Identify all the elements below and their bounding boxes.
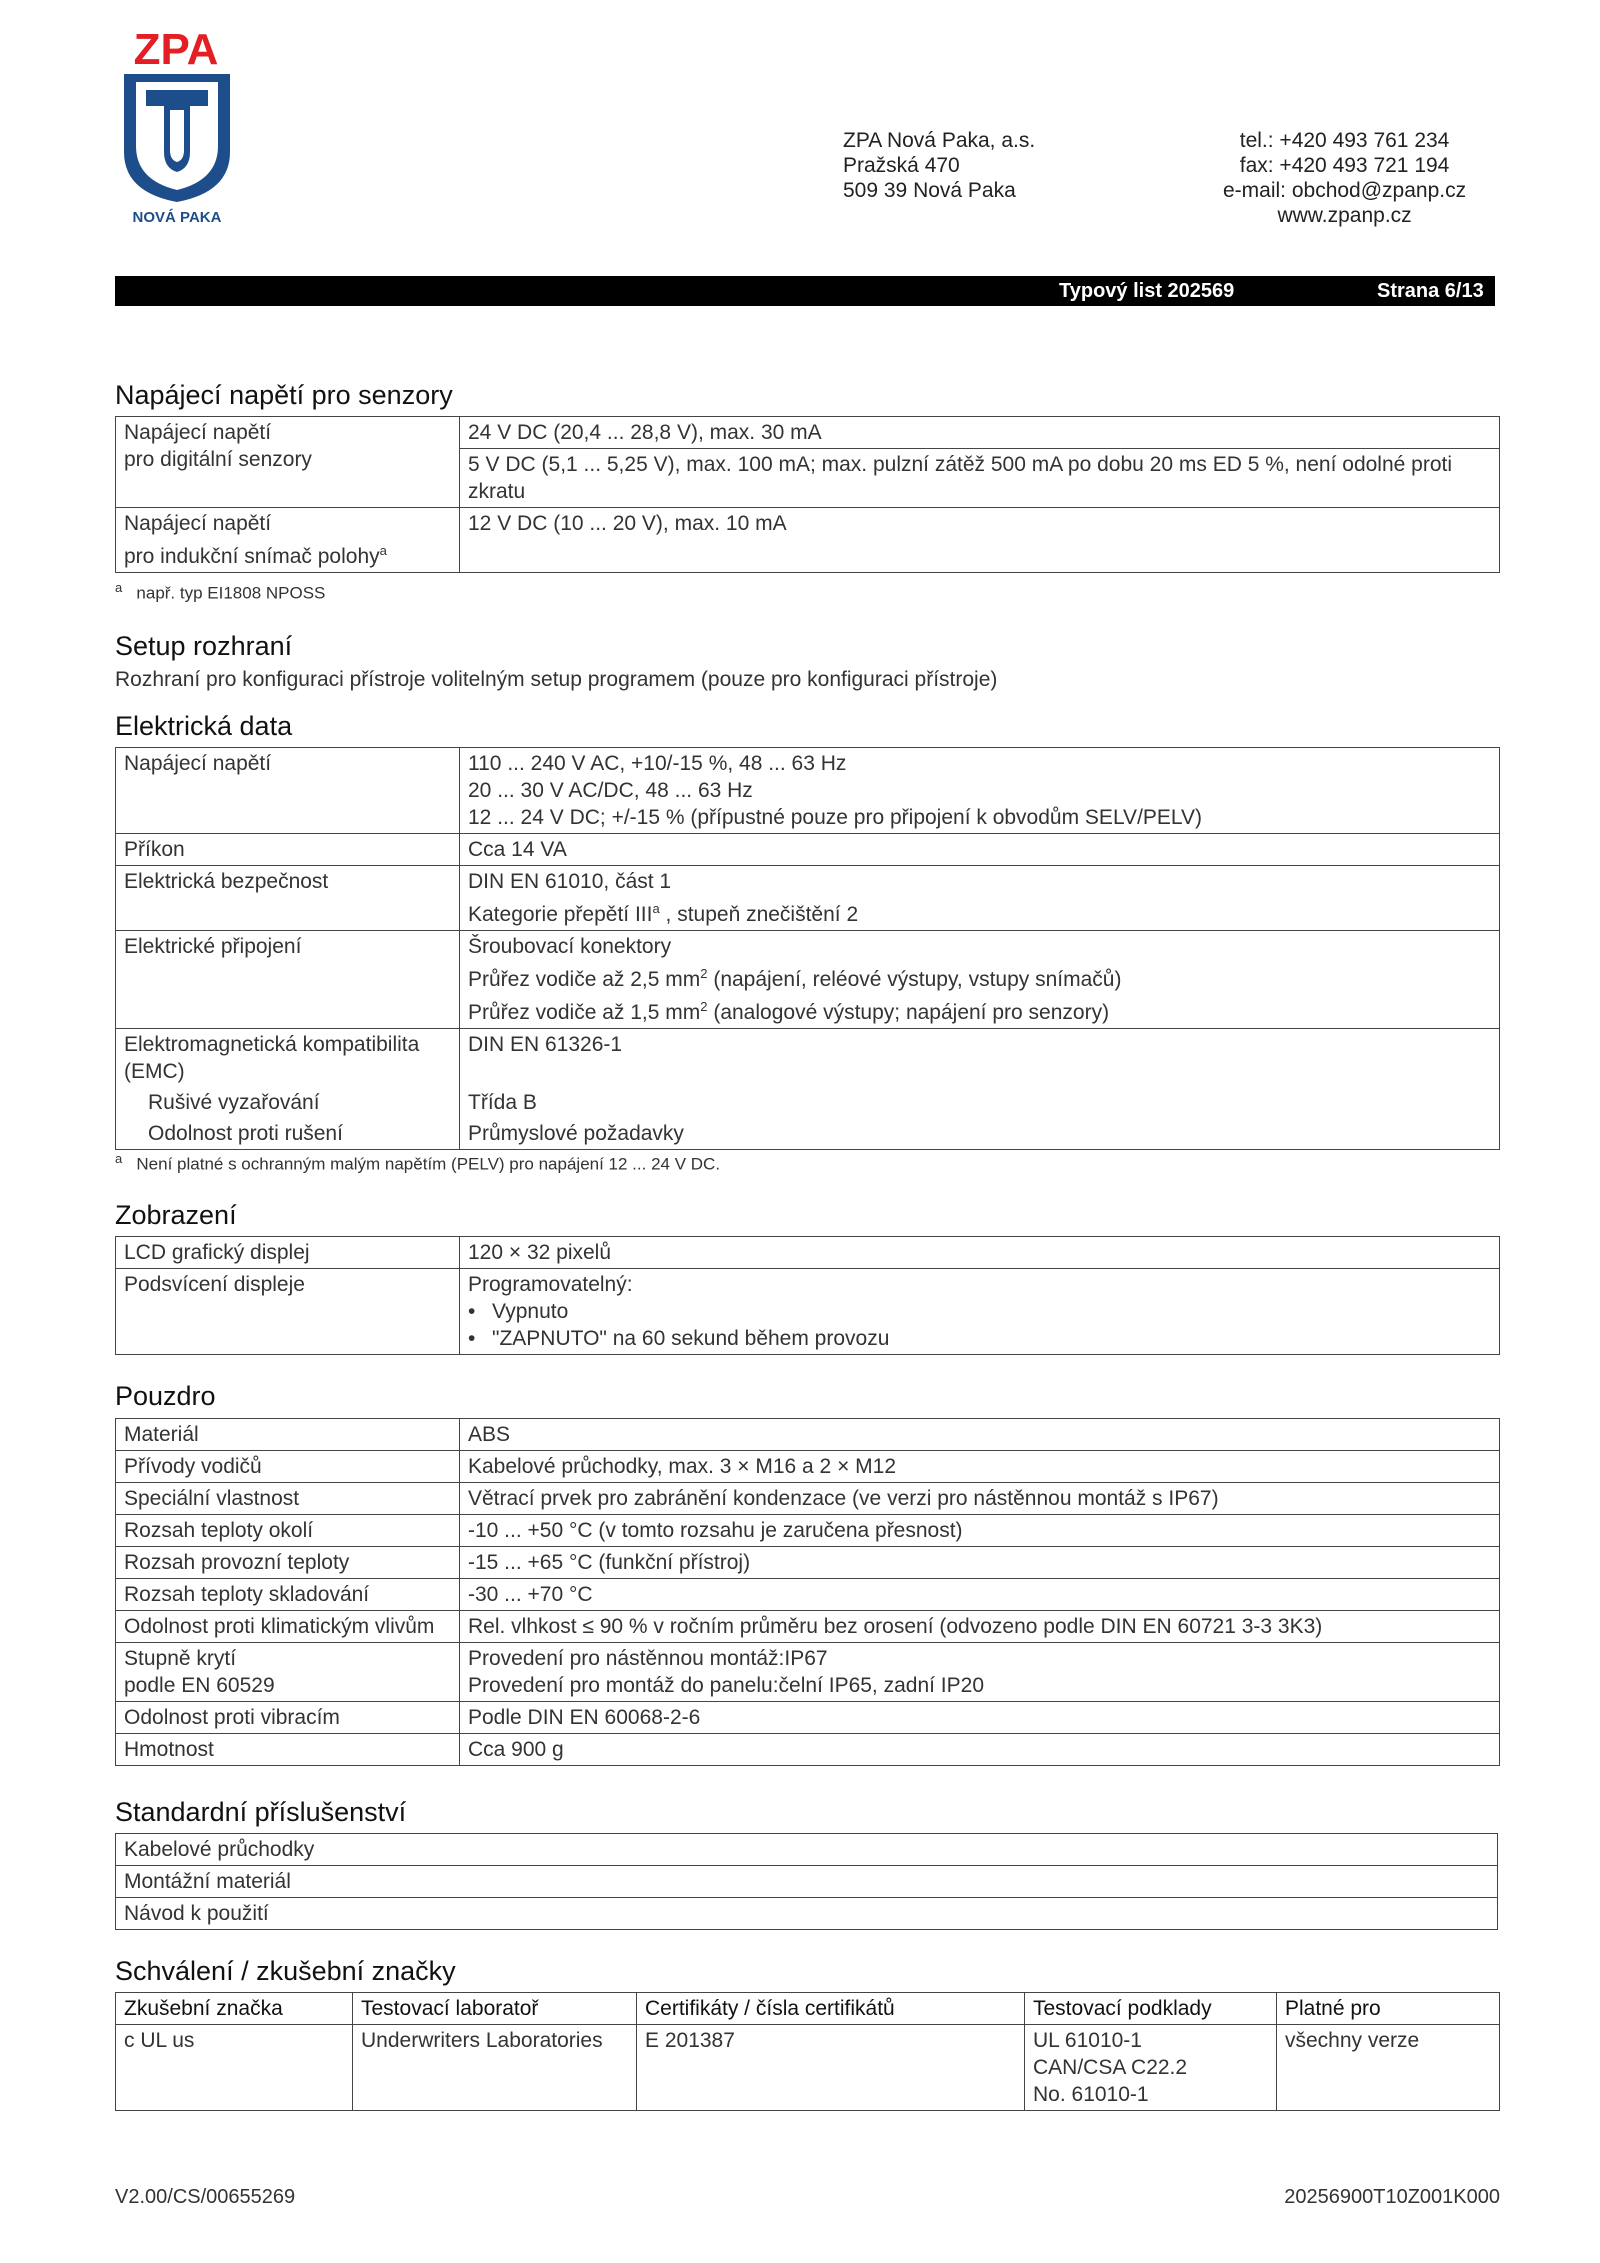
row-value: 24 V DC (20,4 ... 28,8 V), max. 30 mA: [460, 417, 1500, 449]
table-row: [116, 931, 1500, 1029]
table-row: [116, 417, 1500, 449]
row-value: DIN EN 61010, část 1 Kategorie přepětí III$^a$ , stupeň znečištění 2: [460, 866, 1500, 931]
footer-version: V2.00/CS/00655269: [115, 2186, 296, 2208]
row-label: Elektrické připojení: [116, 931, 460, 1029]
row-value: Šroubovací konektory Průřez vodiče až 2,5 $mm^2$ (napájení, reléové výstupy, vstupy snímačů) Průřez vodiče až 1,5 $mm^2$ (analogové výstupy; napájení pro senzory): [460, 931, 1500, 1029]
contact-fax: fax: +420 493 721 194: [1239, 154, 1450, 177]
table-row: [116, 1237, 1500, 1269]
table-row: Hmotnost Cca 900 g: [116, 1734, 1500, 1766]
footnote: $^a$ Není platné s ochranným malým napětím (PELV) pro napájení 12 ... 24 V DC.: [115, 1151, 721, 1174]
page-number: Strana 6/13: [1377, 280, 1484, 302]
column-header: Testovací laboratoř: [353, 1993, 637, 2025]
table-row: c UL us Underwriters Laboratories E 201387 UL 61010-1 CAN/CSA C22.2 No. 61010-1 všechny verze: [116, 2025, 1500, 2111]
housing-table: [115, 1418, 1500, 1766]
contact-email: e-mail: obchod@zpanp.cz: [1223, 179, 1467, 202]
row-label: Elektromagnetická kompatibilita (EMC) Rušivé vyzařování Odolnost proti rušení: [116, 1029, 460, 1150]
row-value: 110 ... 240 V AC, +10/-15 %, 48 ... 63 Hz 20 ... 30 V AC/DC, 48 ... 63 Hz 12 ... 24 V DC; +/-15 % (přípustné pouze pro připojení k obvodům SELV/PELV): [460, 748, 1500, 834]
row-value: 120 × 32 pixelů: [460, 1237, 1500, 1269]
list-item: Návod k použití: [116, 1898, 1498, 1930]
column-header: Zkušební značka: [116, 1993, 353, 2025]
table-row: Rozsah provozní teploty -15 ... +65 °C (funkční přístroj): [116, 1547, 1500, 1579]
footnote: $^a$ např. typ EI1808 NPOSS: [115, 580, 326, 603]
list-item: Montážní materiál: [116, 1866, 1498, 1898]
list-item: Kabelové průchodky: [116, 1834, 1498, 1866]
contact-web: www.zpanp.cz: [1277, 204, 1412, 227]
row-value: Cca 14 VA: [460, 834, 1500, 866]
table-row: Rozsah teploty okolí -10 ... +50 °C (v tomto rozsahu je zaručena přesnost): [116, 1515, 1500, 1547]
table-row: [116, 866, 1500, 931]
svg-text:ZPA: ZPA: [133, 25, 219, 74]
table-row: Speciální vlastnost Větrací prvek pro zabránění kondenzace (ve verzi pro nástěnnou montáž s IP67): [116, 1483, 1500, 1515]
doc-title: Typový list 202569: [1059, 280, 1235, 302]
section-heading-sensors: Napájecí napětí pro senzory: [115, 380, 453, 410]
row-value: DIN EN 61326-1 Třída B Průmyslové požadavky: [460, 1029, 1500, 1150]
table-header-row: [116, 1993, 1500, 2025]
contact-tel: tel.: +420 493 761 234: [1239, 129, 1450, 152]
table-row: [116, 1269, 1500, 1355]
table-row: Odolnost proti klimatickým vlivům Rel. vlhkost ≤ 90 % v ročním průměru bez orosení (odvozeno podle DIN EN 60721 3-3 3K3): [116, 1611, 1500, 1643]
table-row: Odolnost proti vibracím Podle DIN EN 60068-2-6: [116, 1702, 1500, 1734]
row-label: Podsvícení displeje: [116, 1269, 460, 1355]
section-heading-electrical: Elektrická data: [115, 711, 293, 741]
footnote-ref: a: [379, 543, 387, 558]
table-row: Materiál ABS: [116, 1419, 1500, 1451]
section-heading-approvals: Schválení / zkušební značky: [115, 1956, 456, 1986]
table-row: [116, 1029, 1500, 1150]
company-address: [843, 128, 1035, 203]
electrical-data-table: [115, 747, 1500, 1150]
section-heading-accessories: Standardní příslušenství: [115, 1797, 407, 1827]
table-row: Přívody vodičů Kabelové průchodky, max. 3 × M16 a 2 × M12: [116, 1451, 1500, 1483]
column-header: Certifikáty / čísla certifikátů: [637, 1993, 1025, 2025]
row-label: Napájecí napětí: [116, 748, 460, 834]
approvals-table: [115, 1992, 1500, 2111]
table-row: Rozsah teploty skladování -30 ... +70 °C: [116, 1579, 1500, 1611]
document-title-bar: [115, 276, 1495, 306]
column-header: Testovací podklady: [1025, 1993, 1277, 2025]
setup-text: Rozhraní pro konfiguraci přístroje volitelným setup programem (pouze pro konfiguraci přístroje): [115, 668, 998, 691]
row-value: 12 V DC (10 ... 20 V), max. 10 mA: [460, 508, 1500, 573]
row-value: 5 V DC (5,1 ... 5,25 V), max. 100 mA; max. pulzní zátěž 500 mA po dobu 20 ms ED 5 %, není odolné proti zkratu: [460, 449, 1500, 508]
sensor-supply-table: [115, 416, 1500, 573]
section-heading-setup: Setup rozhraní: [115, 631, 293, 661]
display-table: [115, 1236, 1500, 1355]
column-header: Platné pro: [1277, 1993, 1500, 2025]
row-label: Napájecí napětí pro indukční snímač polohy$^a$: [116, 508, 460, 573]
row-label: Elektrická bezpečnost: [116, 866, 460, 931]
row-label: LCD grafický displej: [116, 1237, 460, 1269]
company-contact: [1223, 128, 1466, 228]
table-row: Stupně krytí podle EN 60529 Provedení pro nástěnnou montáž:IP67 Provedení pro montáž do panelu:čelní IP65, zadní IP20: [116, 1643, 1500, 1702]
company-street: Pražská 470: [843, 154, 960, 177]
accessories-table: [115, 1833, 1498, 1930]
table-row: [116, 748, 1500, 834]
table-row: [116, 1866, 1498, 1898]
section-heading-display: Zobrazení: [115, 1200, 237, 1230]
table-row: [116, 508, 1500, 573]
table-row: [116, 834, 1500, 866]
list-item: • Vypnuto: [468, 1298, 1491, 1325]
footer-code: 20256900T10Z001K000: [1284, 2186, 1500, 2208]
list-item: • "ZAPNUTO" na 60 sekund během provozu: [468, 1325, 1491, 1352]
row-label: Napájecí napětí pro digitální senzory: [116, 417, 460, 508]
company-logo: [118, 24, 236, 224]
company-name: ZPA Nová Paka, a.s.: [843, 129, 1036, 152]
logo-subtitle: NOVÁ PAKA: [132, 209, 222, 224]
section-heading-housing: Pouzdro: [115, 1381, 216, 1411]
company-city: 509 39 Nová Paka: [843, 179, 1016, 202]
row-label: Příkon: [116, 834, 460, 866]
table-row: [116, 1834, 1498, 1866]
row-value: Programovatelný: • Vypnuto • "ZAPNUTO" na 60 sekund během provozu: [460, 1269, 1500, 1355]
table-row: [116, 1898, 1498, 1930]
